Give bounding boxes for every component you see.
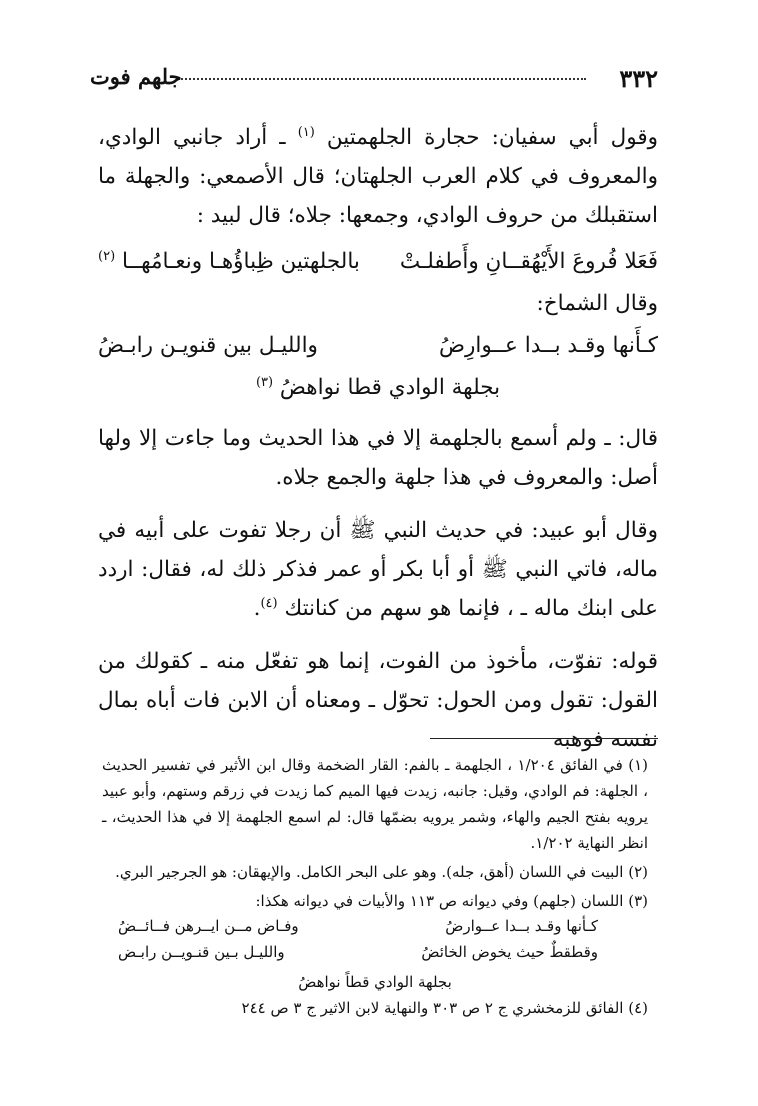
paragraph-1 — [98, 118, 658, 235]
header-dotted-rule — [178, 78, 586, 80]
verse-shammakh — [98, 333, 658, 375]
footnote-separator — [430, 738, 658, 739]
footnote-ref-4: (٤) — [260, 595, 278, 611]
attribution-shammakh: وقال الشماخ: — [536, 291, 658, 316]
verse-labid — [98, 249, 658, 291]
verse-hemistich-2 — [98, 249, 360, 274]
footnote-ref-2: (٢) — [98, 248, 116, 264]
running-head: جلهم فوت — [90, 64, 182, 89]
footnote-1: (١) في الفائق ١/٢٠٤ ، الجلهمة ـ بالفم: القار الضخمة وقال ابن الأثير في تفسير الحديث ، الجلهة: فم الوادي، وقيل: جانبه، زيدت فيها الميم كما زيدت في زرقم وستهم، وأبو عبيد يرويه بفتح الجيم والهاء، وشمر يرويه بضمّها قال: لم اسمع الجلهمة إلا في هذا الحديث، ـ انظر النهاية ١/٢٠٢. — [102, 756, 648, 852]
verse-shammakh-line-2 — [98, 375, 658, 419]
footnote-3-verse-2 — [118, 943, 598, 969]
paragraph-1-start: وقول أبي سفيان: حجارة الجلهمتين — [326, 125, 658, 150]
main-text — [98, 118, 658, 773]
footnotes — [102, 752, 648, 1024]
verse-line-2-text: بجلهة الوادي قطا نواهضُ — [279, 375, 501, 400]
fn-hemistich-1: وقطقطٌ حيث يخوض الخائضُ — [421, 943, 598, 961]
paragraph-1-rest: ـ أراد جانبي الوادي، والمعروف في كلام العرب الجلهتان؛ قال الأصمعي: والجهلة ما استقبلك من حروف الوادي، وجمعها: جلاه؛ قال لبيد : — [98, 125, 658, 228]
fn-hemistich-2: والليـل بـين قنـويــن رابـض — [118, 943, 285, 961]
fn-hemistich-2: وفـاض مــن ايــرهن فــائــضُ — [118, 917, 299, 935]
page-number: ٣٣٢ — [619, 64, 658, 93]
footnote-3: (٣) اللسان (جلهم) وفي ديوانه ص ١١٣ والأبيات في ديوانه هكذا: — [255, 892, 648, 910]
footnote-ref-3: (٣) — [255, 374, 274, 390]
footnote-3-verse-1 — [118, 917, 598, 943]
footnote-4: (٤) الفائق للزمخشري ج ٢ ص ٣٠٣ والنهاية لابن الاثير ج ٣ ص ٢٤٤ — [241, 999, 648, 1017]
verse-hemistich-1: كـأَنها وقـد بــدا عــوارِضُ — [439, 333, 658, 358]
paragraph-3-text: وقال أبو عبيد: في حديث النبي ﷺ أن رجلا تفوت على أبيه في ماله، فاتي النبي ﷺ أو أبا بكر أو عمر فذكر ذلك له، فقال: اردد على ابنك ماله ـ ، فإنما هو سهم من كنانتك — [98, 518, 658, 621]
page-header — [90, 64, 658, 104]
verse-hemistich-2: والليـل بين قنويـن رابـضُ — [98, 333, 318, 358]
footnote-2: (٢) البيت في اللسان (أهق، جله). وهو على البحر الكامل. والإيهقان: هو الجرجير البري. — [115, 863, 648, 881]
paragraph-4: قوله: تفوّت، مأخوذ من الفوت، إنما هو تفعّل منه ـ كقولك من القول: تقول ومن الحول: تحوّل ـ ومعناه أن الابن فات أباه بمال نفسه فوهبه — [98, 649, 658, 752]
fn-hemistich-1: كـأنها وقـد بــدا عــوارضُ — [445, 917, 598, 935]
paragraph-2: قال: ـ ولم أسمع بالجلهمة إلا في هذا الحديث وما جاءت إلا ولها أصل: والمعروف في هذا جلهة والجمع جلاه. — [98, 426, 658, 490]
verse-hemistich-2-text: بالجلهتين ظِباؤُهـا ونعـامُهــا — [121, 249, 360, 274]
footnote-3-verse-3: بجلهة الوادي قطاً نواهضُ — [298, 973, 452, 991]
verse-hemistich-1: فَعَلا فُروعَ الأَيْهُقــانِ وأَطفلـتْ — [399, 249, 658, 274]
footnote-ref-1: (١) — [297, 124, 315, 140]
paragraph-3: وقال أبو عبيد: في حديث النبي ﷺ أن رجلا تفوت على أبيه في ماله، فاتي النبي ﷺ أو أبا بكر أو عمر فذكر ذلك له، فقال: اردد على ابنك ماله ـ ، فإنما هو سهم من كنانتك $^{(٤)}$. — [98, 518, 658, 621]
